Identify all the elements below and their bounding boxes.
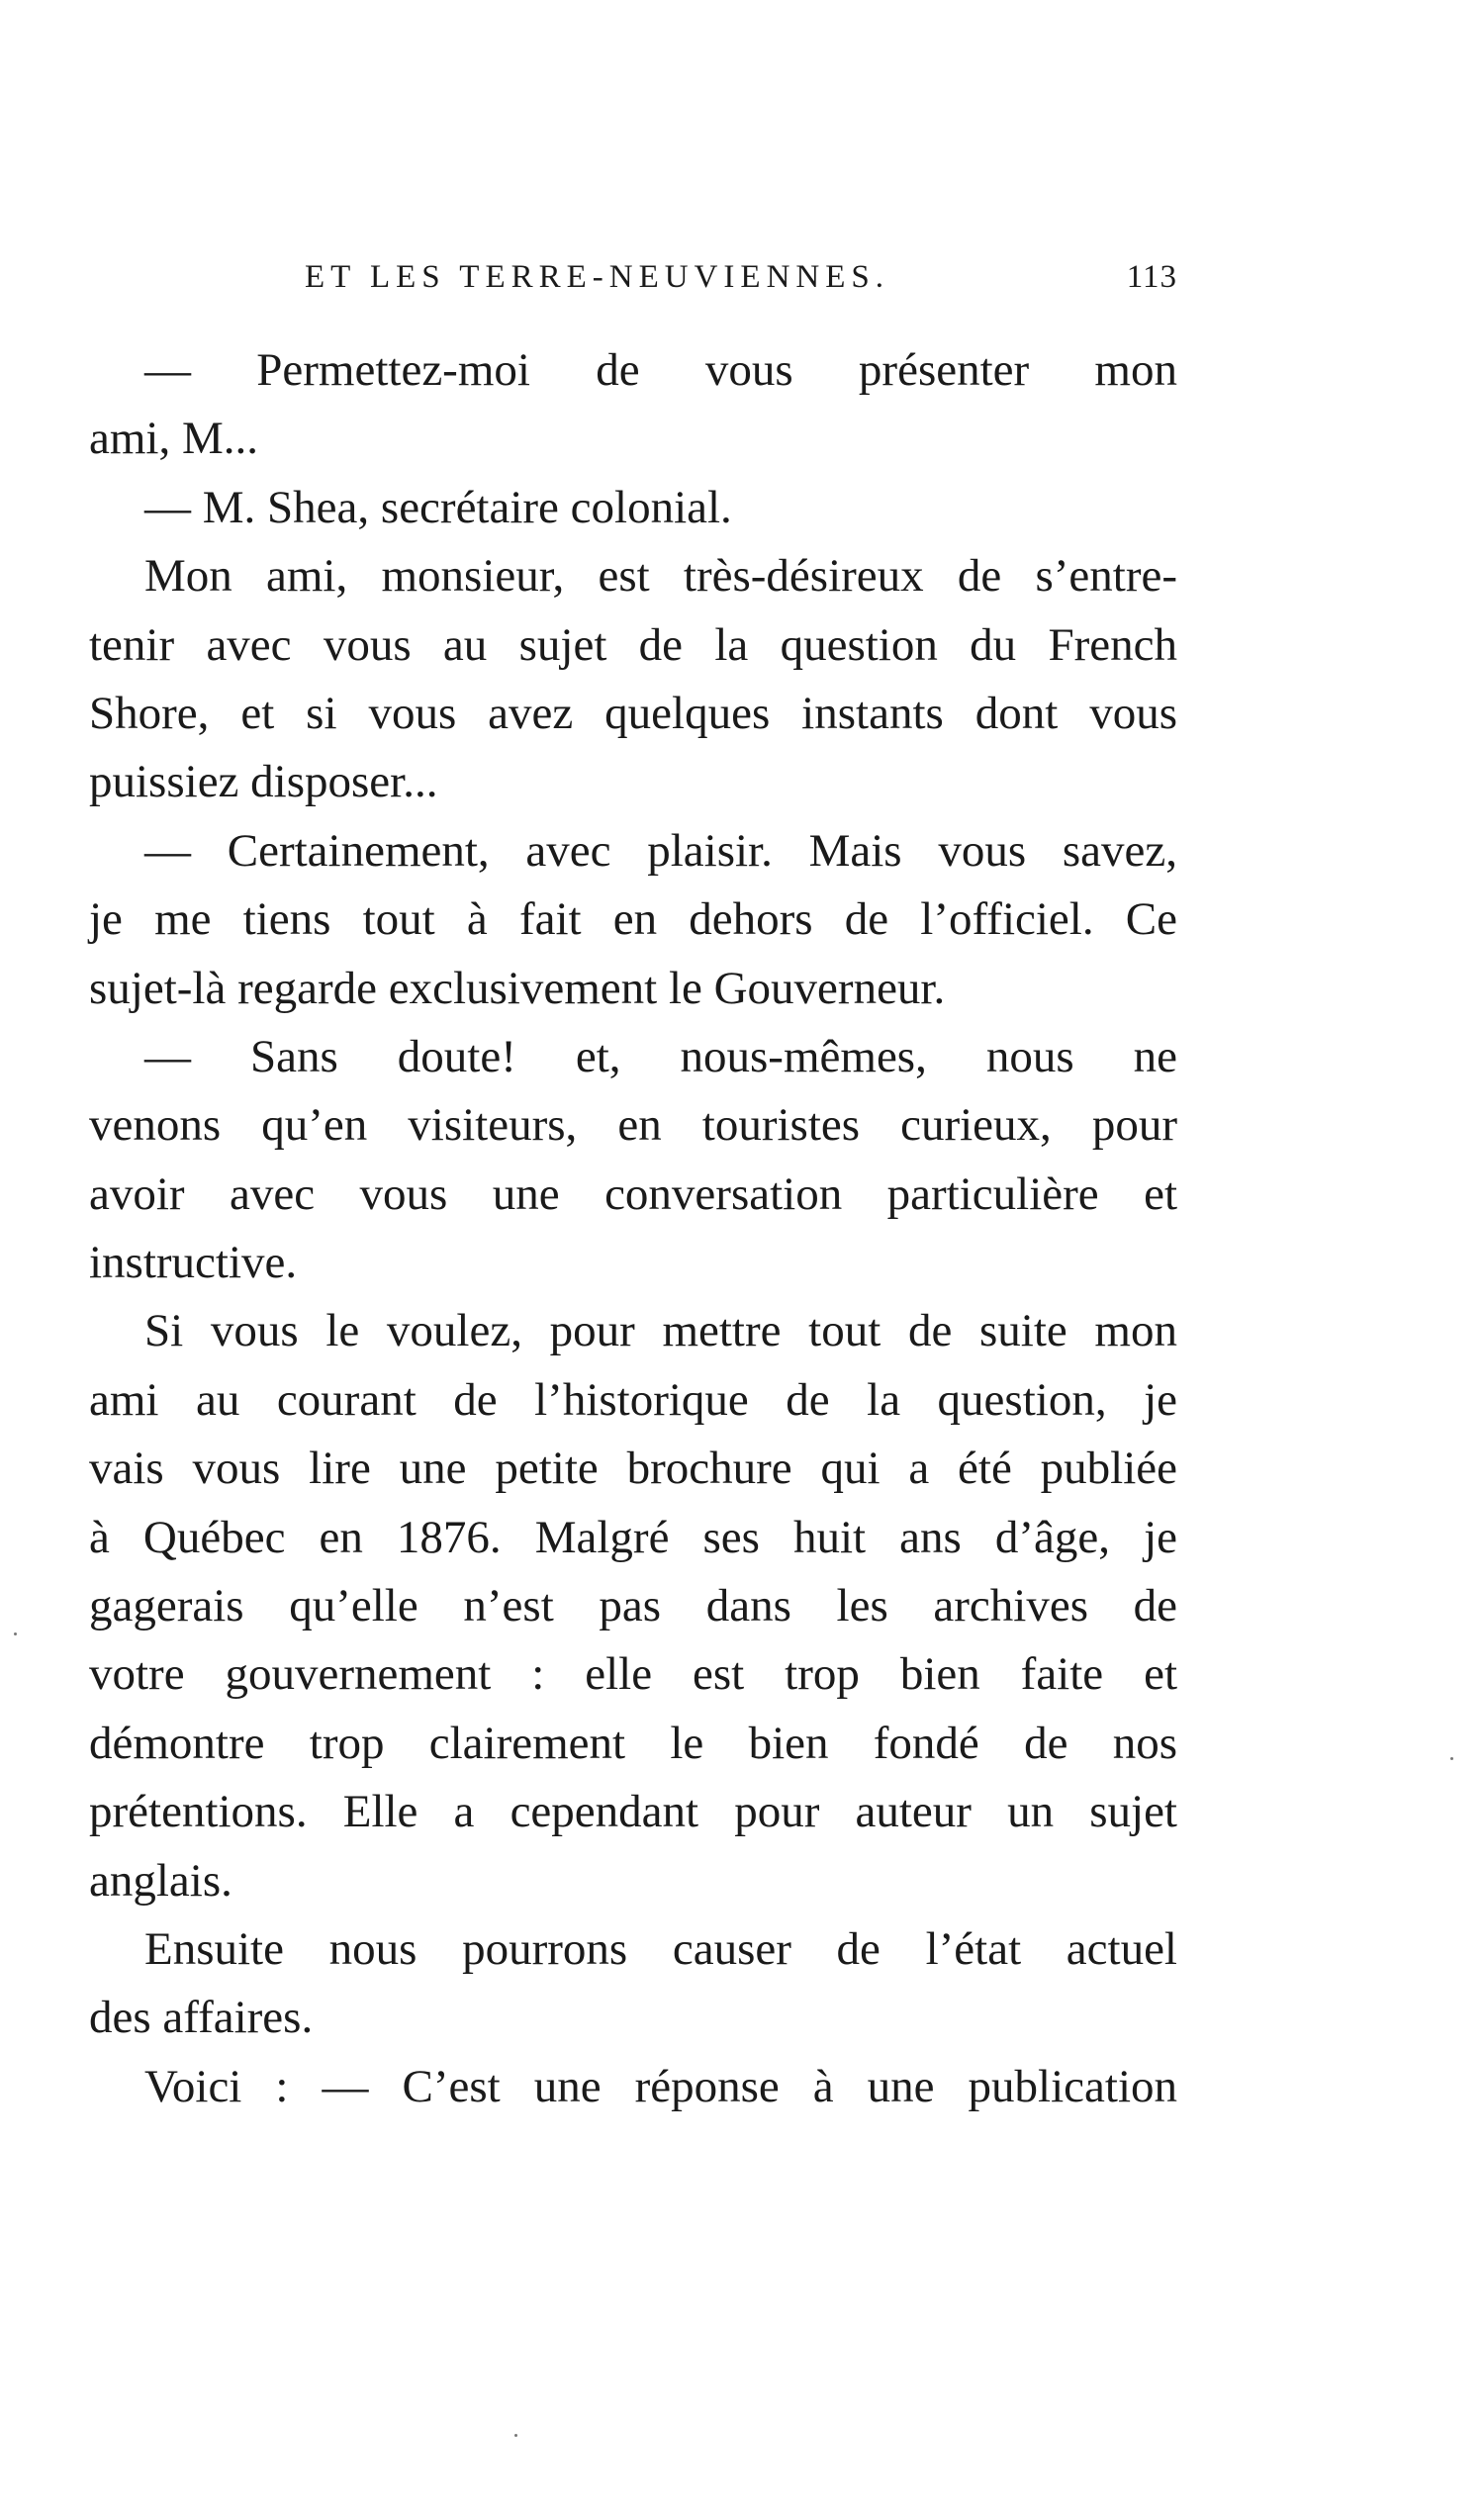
text-line: tenir avec vous au sujet de la question du French [89, 618, 1177, 671]
text-line: puissiez disposer... [89, 756, 438, 808]
text-line: instructive. [89, 1237, 298, 1289]
text-line: Voici : — C’est une réponse à une publication [144, 2060, 1177, 2112]
running-header [89, 259, 1177, 303]
text-line: des affaires. [89, 1992, 314, 2044]
text-line: vais vous lire une petite brochure qui a été publiée [89, 1443, 1177, 1495]
text-line: sujet-là regarde exclusivement le Gouverneur. [89, 962, 946, 1014]
text-line: Mon ami, monsieur, est très-désireux de s’entre- [144, 550, 1177, 603]
text-line: — Sans doute! et, nous-mêmes, nous ne [144, 1030, 1177, 1082]
text-line: gagerais qu’elle n’est pas dans les archives de [89, 1580, 1177, 1632]
body-text [89, 336, 1177, 2121]
text-line: Shore, et si vous avez quelques instants dont vous [89, 687, 1177, 739]
text-line: prétentions. Elle a cependant pour auteur un sujet [89, 1786, 1177, 1838]
text-line: venons qu’en visiteurs, en touristes curieux, pour [89, 1099, 1177, 1152]
text-line: à Québec en 1876. Malgré ses huit ans d’âge, je [89, 1511, 1177, 1563]
text-line: ami au courant de l’historique de la question, je [89, 1373, 1177, 1426]
text-line: démontre trop clairement le bien fondé de nos [89, 1717, 1177, 1769]
text-line: — Permettez-moi de vous présenter mon [144, 344, 1177, 396]
text-line: — Certainement, avec plaisir. Mais vous savez, [144, 824, 1177, 877]
paper-speck [1450, 1757, 1453, 1760]
running-title: ET LES TERRE-NEUVIENNES. [305, 259, 889, 295]
text-line: je me tiens tout à fait en dehors de l’officiel. Ce [89, 893, 1177, 946]
text-line: avoir avec vous une conversation particulière et [89, 1167, 1177, 1220]
text-line: Ensuite nous pourrons causer de l’état actuel [144, 1922, 1177, 1975]
page-number: 113 [1126, 259, 1177, 295]
text-line: — M. Shea, secrétaire colonial. [144, 481, 732, 533]
paper-speck [14, 1632, 17, 1635]
paper-speck [514, 2434, 517, 2437]
text-line: ami, M... [89, 413, 259, 465]
text-line: anglais. [89, 1854, 232, 1907]
text-line: Si vous le voulez, pour mettre tout de suite mon [144, 1305, 1177, 1357]
text-line: votre gouvernement : elle est trop bien faite et [89, 1648, 1177, 1701]
